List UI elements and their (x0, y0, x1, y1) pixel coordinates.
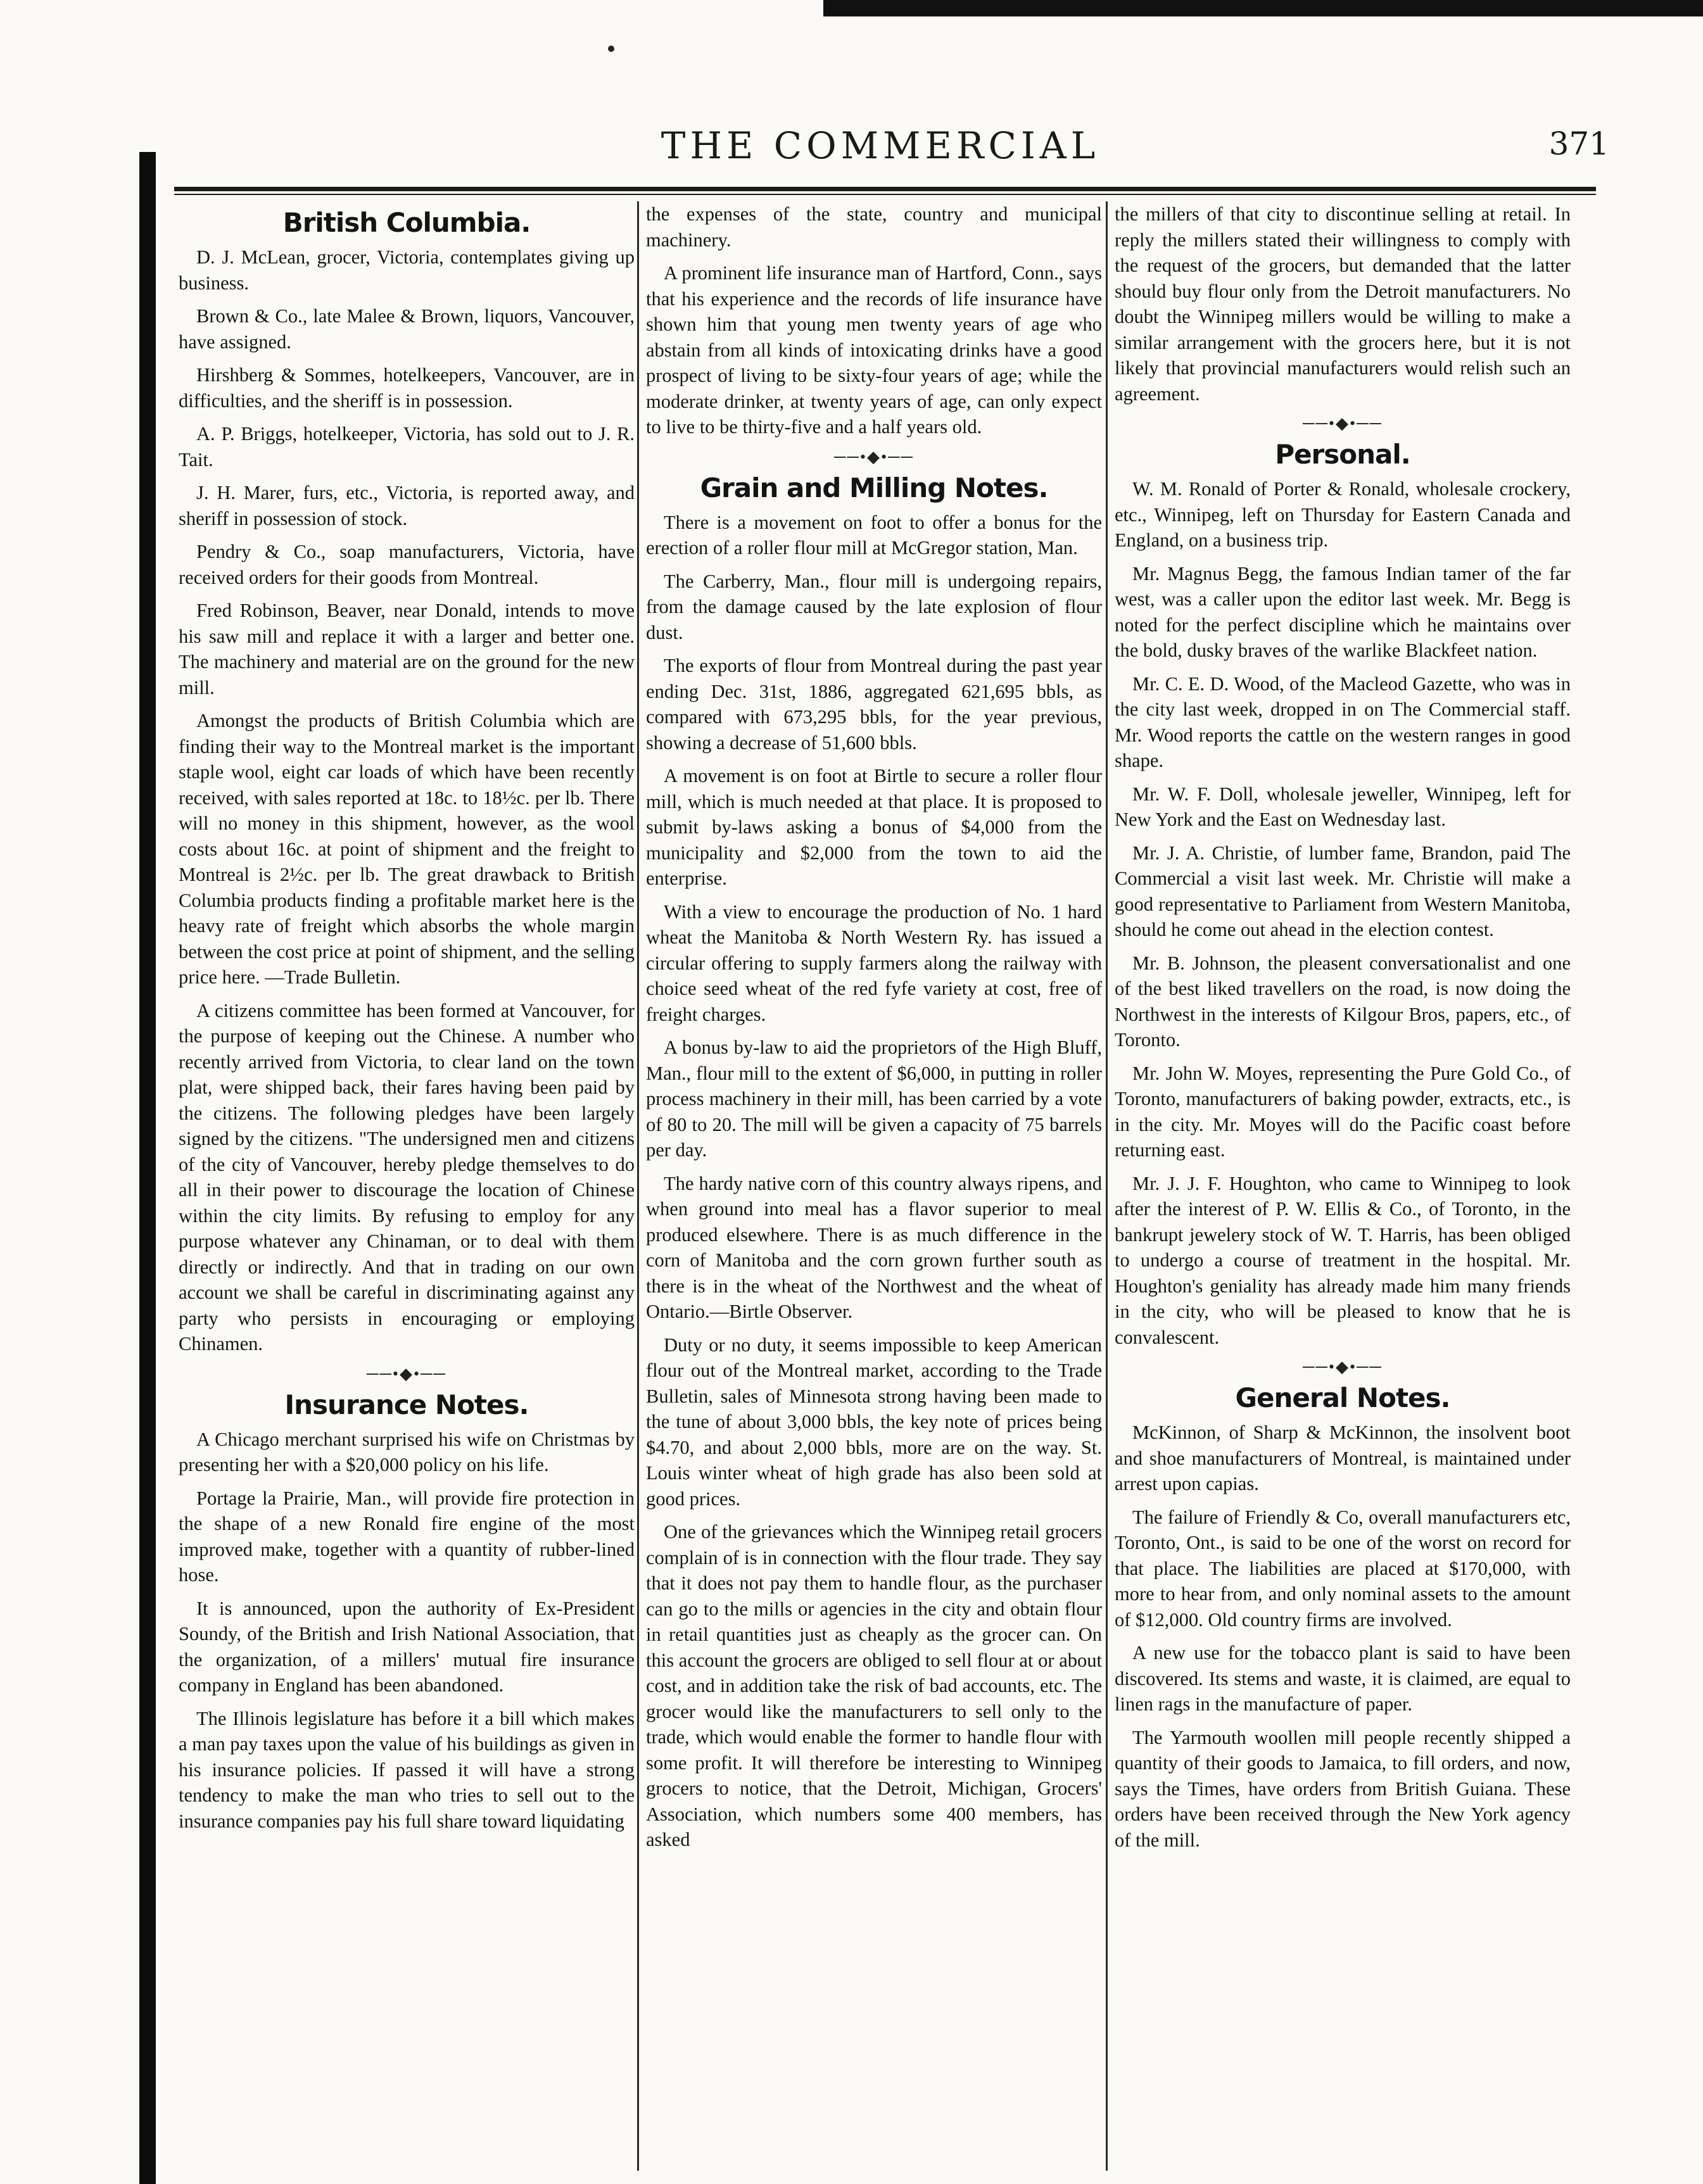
article-paragraph: Mr. J. A. Christie, of lumber fame, Brandon, paid The Commercial a visit last week. Mr. Christie will make a good representative to Parliament from Western Manitoba, should he come out ahead in the election contest. (1115, 842, 1571, 940)
article-paragraph: With a view to encourage the production of No. 1 hard wheat the Manitoba & North Western Ry. has issued a circular offering to supply farmers along the railway with choice seed wheat of the red fyfe variety at cost, free of freight charges. (646, 900, 1102, 1025)
page-number: 371 (1548, 125, 1609, 162)
article-paragraph: The Carberry, Man., flour mill is undergoing repairs, from the damage caused by the late explosion of flour dust. (646, 570, 1102, 643)
article-paragraph: It is announced, upon the authority of Ex-President Soundy, of the British and Irish National Association, that the organization, of a millers' mutual fire insurance company in England has been abandoned. (179, 1597, 635, 1696)
article-paragraph: A. P. Briggs, hotelkeeper, Victoria, has sold out to J. R. Tait. (179, 423, 635, 470)
section-title-insurance-notes: Insurance Notes. (284, 1389, 529, 1420)
article-paragraph: The exports of flour from Montreal during the past year ending Dec. 31st, 1886, aggregated 621,695 bbls, as compared with 673,295 bbls, for the year previous, showing a decrease of 51,600 bbls. (646, 655, 1102, 754)
article-paragraph-continued: the millers of that city to discontinue selling at retail. In reply the millers stated their willingness to comply with the request of the grocers, but demanded that the latter should buy flour only from the Detroit manufacturers. No doubt the Winnipeg millers would be willing to make a similar arrangement with the grocers here, but it is not likely that provincial manufacturers would relish such an agreement. (1115, 203, 1571, 405)
binding-edge-bar (139, 152, 156, 2184)
article-paragraph: There is a movement on foot to offer a bonus for the erection of a roller flour mill at McGregor station, Man. (646, 511, 1102, 559)
header-rule-thin (174, 194, 1596, 195)
column-divider (637, 201, 639, 2171)
article-paragraph: The hardy native corn of this country always ripens, and when ground into meal has a flavor superior to meal produced elsewhere. There is as much difference in the corn of Manitoba and the corn grown further south as there is in the wheat of the Northwest and the wheat of Ontario.—Birtle Observer. (646, 1172, 1102, 1322)
article-paragraph: Brown & Co., late Malee & Brown, liquors, Vancouver, have assigned. (179, 305, 635, 353)
article-paragraph: The failure of Friendly & Co, overall manufacturers etc, Toronto, Ont., is said to be one of the worst on record for that place. The liabilities are placed at $170,000, with more to hear from, and only nominal assets to the amount of $12,000. Old country firms are involved. (1115, 1506, 1571, 1631)
header-rule (174, 187, 1596, 191)
article-paragraph: One of the grievances which the Winnipeg retail grocers complain of is in connection with the flour trade. They say that it does not pay them to handle flour, as the purchaser can go to the mills or agencies in the city and obtain flour in retail quantities just as cheaply as the grocer can. On this account the grocers are obliged to sell flour at or about cost, and in addition take the risk of bad accounts, etc. The grocer would like the manufacturers to sell only to the trade, which would enable the former to handle flour with some profit. It will therefore be interesting to Winnipeg grocers to notice, that the Detroit, Michigan, Grocers' Association, which numbers some 400 members, has asked (646, 1521, 1102, 1850)
article-paragraph: A new use for the tobacco plant is said to have been discovered. Its stems and waste, it is claimed, are equal to linen rags in the manufacture of paper. (1115, 1642, 1571, 1715)
article-paragraph: A movement is on foot at Birtle to secure a roller flour mill, which is much needed at that place. It is proposed to submit by-laws asking a bonus of $4,000 from the municipality and $2,000 from the town to aid the enterprise. (646, 765, 1102, 889)
top-edge-rule (823, 0, 1703, 16)
article-paragraph: A Chicago merchant surprised his wife on Christmas by presenting her with a $20,000 policy on his life. (179, 1428, 635, 1475)
article-paragraph: Portage la Prairie, Man., will provide fire protection in the shape of a new Ronald fire engine of the most improved make, together with a quantity of rubber-lined hose. (179, 1487, 635, 1586)
article-paragraph: Mr. C. E. D. Wood, of the Macleod Gazette, who was in the city last week, dropped in on The Commercial staff. Mr. Wood reports the cattle on the western ranges in good shape. (1115, 672, 1571, 771)
article-paragraph: Duty or no duty, it seems impossible to keep American flour out of the Montreal market, according to the Trade Bulletin, sales of Minnesota strong having been made to the tune of about 3,000 bbls, the key note of prices being $4.70, and about 2,000 bbls, more are on the way. St. Louis winter wheat of high grade has also been sold at good prices. (646, 1334, 1102, 1510)
article-paragraph: The Yarmouth woollen mill people recently shipped a quantity of their goods to Jamaica, to fill orders, and now, says the Times, have orders from British Guiana. These orders have been received through the New York agency of the mill. (1115, 1726, 1571, 1851)
section-divider-ornament: ──•◆•── (1303, 414, 1383, 432)
article-paragraph: A prominent life insurance man of Hartford, Conn., says that his experience and the records of life insurance have shown him that young men twenty years of age who abstain from all kinds of intoxicating drinks have a good prospect of living to be sixty-four years of age; while the moderate drinker, at twenty years of age, can only expect to live to be thirty-five and a half years old. (646, 262, 1102, 438)
section-title-british-columbia: British Columbia. (282, 207, 531, 238)
section-divider-ornament: ──•◆•── (1303, 1358, 1383, 1376)
column-right (1115, 201, 1571, 2174)
article-paragraph: Pendry & Co., soap manufacturers, Victoria, have received orders for their goods from Montreal. (179, 541, 635, 588)
article-paragraph: Mr. B. Johnson, the pleasent conversationalist and one of the best liked travellers on the road, is now doing the Northwest in the interests of Kilgour Bros, papers, etc., of Toronto. (1115, 952, 1571, 1051)
article-paragraph: Mr. John W. Moyes, representing the Pure Gold Co., of Toronto, manufacturers of baking powder, extracts, etc., is in the city. Mr. Moyes will do the Pacific coast before returning east. (1115, 1062, 1571, 1161)
article-paragraph: A citizens committee has been formed at Vancouver, for the purpose of keeping out the Chinese. A number who recently arrived from Victoria, to clear land on the town plat, were shipped back, their fares having been paid by the citizens. The following pledges have been largely signed by the citizens. "The undersigned men and citizens of the city of Vancouver, hereby pledge themselves to do all in their power to discourage the location of Chinese within the city limits. By refusing to employ for any purpose whatever any Chinaman, or to deal with them directly or indirectly. And that in trading on our own account we shall be careful in discriminating against any party who persists in encouraging or employing Chinamen. (179, 999, 635, 1354)
article-paragraph: Hirshberg & Sommes, hotelkeepers, Vancouver, are in difficulties, and the sheriff is in possession. (179, 364, 635, 412)
article-paragraph: A bonus by-law to aid the proprietors of the High Bluff, Man., flour mill to the extent of $6,000, in putting in roller process machinery in their mill, has been carried by a vote of 80 to 20. The mill will be given a capacity of 75 barrels per day. (646, 1037, 1102, 1161)
section-title-general-notes: General Notes. (1235, 1382, 1450, 1413)
article-paragraph: Mr. W. F. Doll, wholesale jeweller, Winnipeg, left for New York and the East on Wednesday last. (1115, 783, 1571, 830)
column-left (179, 201, 635, 2174)
article-paragraph: W. M. Ronald of Porter & Ronald, wholesale crockery, etc., Winnipeg, left on Thursday for Eastern Canada and England, on a business trip. (1115, 478, 1571, 551)
column-middle (646, 201, 1102, 2174)
masthead-title: THE COMMERCIAL (661, 124, 1100, 167)
article-paragraph-continued: the expenses of the state, country and municipal machinery. (646, 203, 1102, 251)
article-paragraph: Mr. J. J. F. Houghton, who came to Winnipeg to look after the interest of P. W. Ellis & Co., of Toronto, in the bankrupt jewelery stock of W. T. Harris, has been obliged to undergo a course of treatment in the hospital. Mr. Houghton's geniality has already made him many friends in the city, who will be pleased to know that he is convalescent. (1115, 1172, 1571, 1348)
section-title-grain-milling: Grain and Milling Notes. (700, 472, 1048, 503)
print-speck (608, 46, 614, 52)
section-divider-ornament: ──•◆•── (834, 447, 914, 466)
article-paragraph: D. J. McLean, grocer, Victoria, contemplates giving up business. (179, 246, 635, 294)
article-paragraph: McKinnon, of Sharp & McKinnon, the insolvent boot and shoe manufacturers of Montreal, is maintained under arrest upon capias. (1115, 1422, 1571, 1494)
article-paragraph: J. H. Marer, furs, etc., Victoria, is reported away, and sheriff in possession of stock. (179, 482, 635, 529)
section-divider-ornament: ──•◆•── (367, 1364, 446, 1383)
article-paragraph: The Illinois legislature has before it a bill which makes a man pay taxes upon the value of his buildings as given in his insurance policies. If passed it will have a strong tendency to make the man who tries to sell out to the insurance companies pay his full share toward liquidating (179, 1707, 635, 1832)
section-title-personal: Personal. (1275, 439, 1410, 470)
article-paragraph: Amongst the products of British Columbia which are finding their way to the Montreal market is the important staple wool, eight car loads of which have been recently received, with sales reported at 18c. to 18½c. per lb. There will no money in this shipment, however, as the wool costs about 16c. at point of shipment and the freight to Montreal is 2½c. per lb. The great drawback to British Columbia products finding a profitable market here is the heavy rate of freight which absorbs the whole margin between the cost price at point of shipment, and the selling price here. —Trade Bulletin. (179, 710, 635, 988)
article-paragraph: Mr. Magnus Begg, the famous Indian tamer of the far west, was a caller upon the editor last week. Mr. Begg is noted for the perfect discipline which he maintains over the bold, dusky braves of the warlike Blackfeet nation. (1115, 562, 1571, 661)
article-paragraph: Fred Robinson, Beaver, near Donald, intends to move his saw mill and replace it with a larger and better one. The machinery and material are on the ground for the new mill. (179, 600, 635, 698)
column-divider (1106, 201, 1108, 2171)
